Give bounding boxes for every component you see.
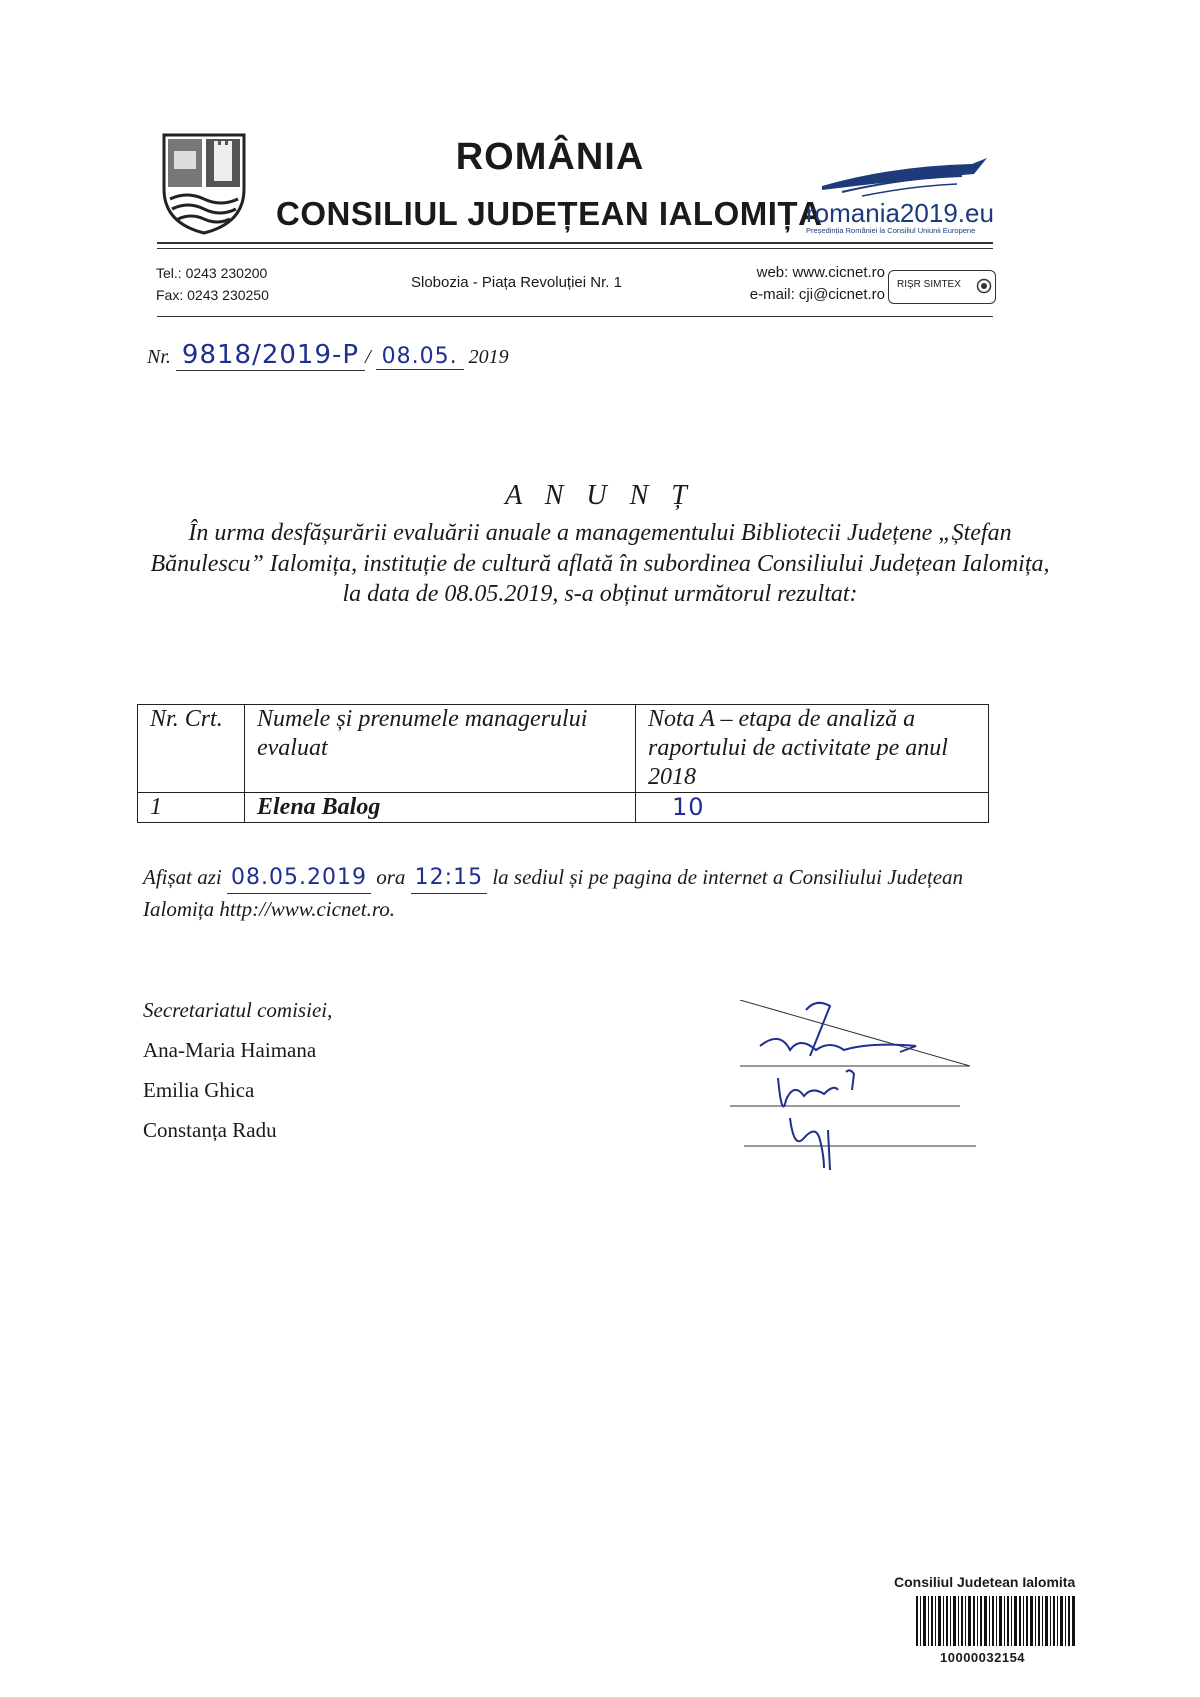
table-row bbox=[138, 793, 989, 823]
web-address: web: www.cicnet.ro bbox=[756, 264, 885, 281]
contact-divider bbox=[157, 316, 993, 317]
address: Slobozia - Piața Revoluției Nr. 1 bbox=[411, 274, 622, 291]
presidency-logo-icon bbox=[822, 156, 992, 202]
results-table bbox=[137, 704, 989, 823]
web-contact-block bbox=[700, 262, 885, 306]
row-grade: 10 bbox=[636, 793, 989, 823]
certification-seal-icon bbox=[976, 278, 992, 294]
signature-2 bbox=[778, 1070, 854, 1106]
posted-ora-label: ora bbox=[376, 865, 406, 889]
fax-number: Fax: 0243 230250 bbox=[156, 287, 269, 303]
signatures bbox=[720, 1000, 980, 1170]
email-address: e-mail: cji@cicnet.ro bbox=[749, 286, 885, 303]
barcode-icon bbox=[916, 1596, 1076, 1646]
header-divider-thin bbox=[157, 248, 993, 249]
registration-prefix: Nr. bbox=[147, 346, 171, 368]
posted-date: 08.05.2019 bbox=[227, 863, 371, 894]
phone-number: Tel.: 0243 230200 bbox=[156, 265, 268, 281]
presidency-logo-subtitle: Președinția României la Consiliul Uniunii Europene bbox=[806, 226, 976, 235]
registration-date: 08.05. bbox=[376, 344, 464, 370]
signature-1 bbox=[760, 1003, 916, 1056]
secretariat-title: Secretariatul comisiei, bbox=[143, 998, 333, 1022]
registration-number: 9818/2019-P bbox=[176, 340, 365, 371]
posted-time: 12:15 bbox=[411, 863, 487, 894]
posted-suffix: la sediul și pe pagina de internet a Consiliului Județean Ialomița http://www.cicnet.ro. bbox=[143, 865, 964, 921]
phone-block bbox=[156, 262, 269, 306]
header-grade: Nota A – etapa de analiză a raportului de activitate pe anul 2018 bbox=[636, 705, 989, 793]
registration-number-line: Nr. 9818/2019-P / 08.05. 2019 bbox=[147, 340, 509, 370]
certification-badge bbox=[888, 270, 996, 304]
table-header-row bbox=[138, 705, 989, 793]
header-nr-crt: Nr. Crt. bbox=[138, 705, 245, 793]
posted-notice bbox=[143, 862, 1023, 924]
county-coat-of-arms bbox=[160, 131, 248, 235]
header-divider bbox=[157, 242, 993, 244]
council-name: CONSILIUL JUDEȚEAN IALOMIȚA bbox=[276, 195, 823, 232]
announcement-title: A N U N Ț bbox=[505, 480, 695, 511]
barcode-title: Consiliul Judetean Ialomita bbox=[894, 1574, 1076, 1590]
posted-prefix: Afișat azi bbox=[143, 865, 222, 889]
row-manager-name: Elena Balog bbox=[245, 793, 636, 823]
header-title: ROMÂNIA bbox=[455, 136, 645, 178]
certification-label: RIȘR SIMTEX bbox=[897, 279, 961, 290]
secretariat-member: Constanța Radu bbox=[143, 1118, 277, 1142]
secretariat-member: Ana-Maria Haimana bbox=[143, 1038, 317, 1062]
announcement-body: În urma desfășurării evaluării anuale a managementului Bibliotecii Județene „Ștefan Bănulescu” Ialomița, instituție de cultură aflată în subordinea Consiliului Județean Ialomița, la data de 08.05.2019, s-a obținut următorul rezultat: bbox=[150, 520, 1050, 607]
presidency-logo-text: romania2019.eu bbox=[806, 198, 994, 228]
signature-3 bbox=[790, 1118, 830, 1170]
barcode-number: 10000032154 bbox=[940, 1650, 1026, 1665]
header-manager-name: Numele și prenumele managerului evaluat bbox=[245, 705, 636, 793]
secretariat-block bbox=[143, 990, 332, 1150]
secretariat-member: Emilia Ghica bbox=[143, 1078, 255, 1102]
registration-year: 2019 bbox=[468, 346, 509, 368]
row-nr: 1 bbox=[138, 793, 245, 823]
